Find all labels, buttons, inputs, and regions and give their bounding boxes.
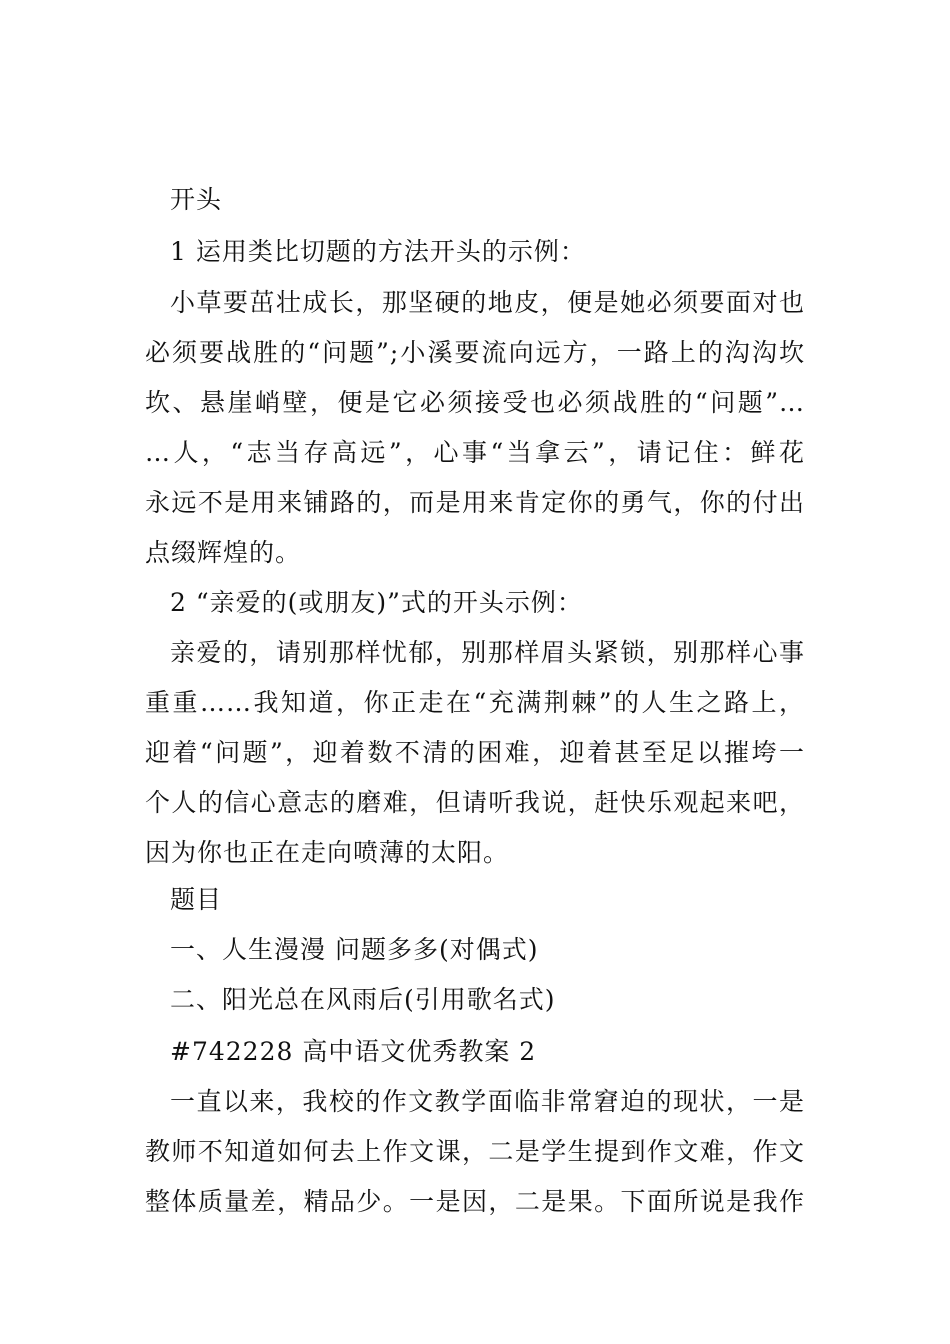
paragraph-line: 小草要茁壮成长，那坚硬的地皮，便是她必须要面对也: [170, 288, 805, 317]
heading-titles: 题目: [170, 885, 223, 914]
paragraph-line: 点缀辉煌的。: [145, 538, 302, 567]
paragraph-line: 因为你也正在走向喷薄的太阳。: [145, 838, 510, 867]
paragraph-line: 坎、悬崖峭壁，便是它必须接受也必须战胜的“问题”…: [145, 388, 805, 417]
title-item-1: 一、人生漫漫 问题多多(对偶式): [170, 935, 539, 964]
paragraph-line: 迎着“问题”，迎着数不清的困难，迎着甚至足以摧垮一: [145, 738, 805, 767]
paragraph-line: 一直以来，我校的作文教学面临非常窘迫的现状，一是: [170, 1087, 805, 1116]
paragraph-line: 必须要战胜的“问题”;小溪要流向远方，一路上的沟沟坎: [145, 338, 805, 367]
title-item-2: 二、阳光总在风雨后(引用歌名式): [170, 985, 556, 1014]
paragraph-line: 个人的信心意志的磨难，但请听我说，赶快乐观起来吧，: [145, 788, 805, 817]
heading-opening: 开头: [170, 185, 223, 214]
lesson-plan-heading: #742228 高中语文优秀教案 2: [170, 1037, 537, 1066]
paragraph-line: 教师不知道如何去上作文课，二是学生提到作文难，作文: [145, 1137, 805, 1166]
paragraph-line: …人，“志当存高远”，心事“当拿云”，请记住：鲜花: [145, 438, 805, 467]
paragraph-line: 重重……我知道，你正走在“充满荆棘”的人生之路上，: [145, 688, 805, 717]
paragraph-line: 永远不是用来铺路的，而是用来肯定你的勇气，你的付出: [145, 488, 805, 517]
paragraph-line: 整体质量差，精品少。一是因，二是果。下面所说是我作: [145, 1187, 805, 1216]
paragraph-line: 亲爱的，请别那样忧郁，别那样眉头紧锁，别那样心事: [170, 638, 805, 667]
subheading-dear-example: 2 “亲爱的(或朋友)”式的开头示例：: [170, 588, 583, 617]
subheading-analogy-example: 1 运用类比切题的方法开头的示例：: [170, 237, 586, 266]
